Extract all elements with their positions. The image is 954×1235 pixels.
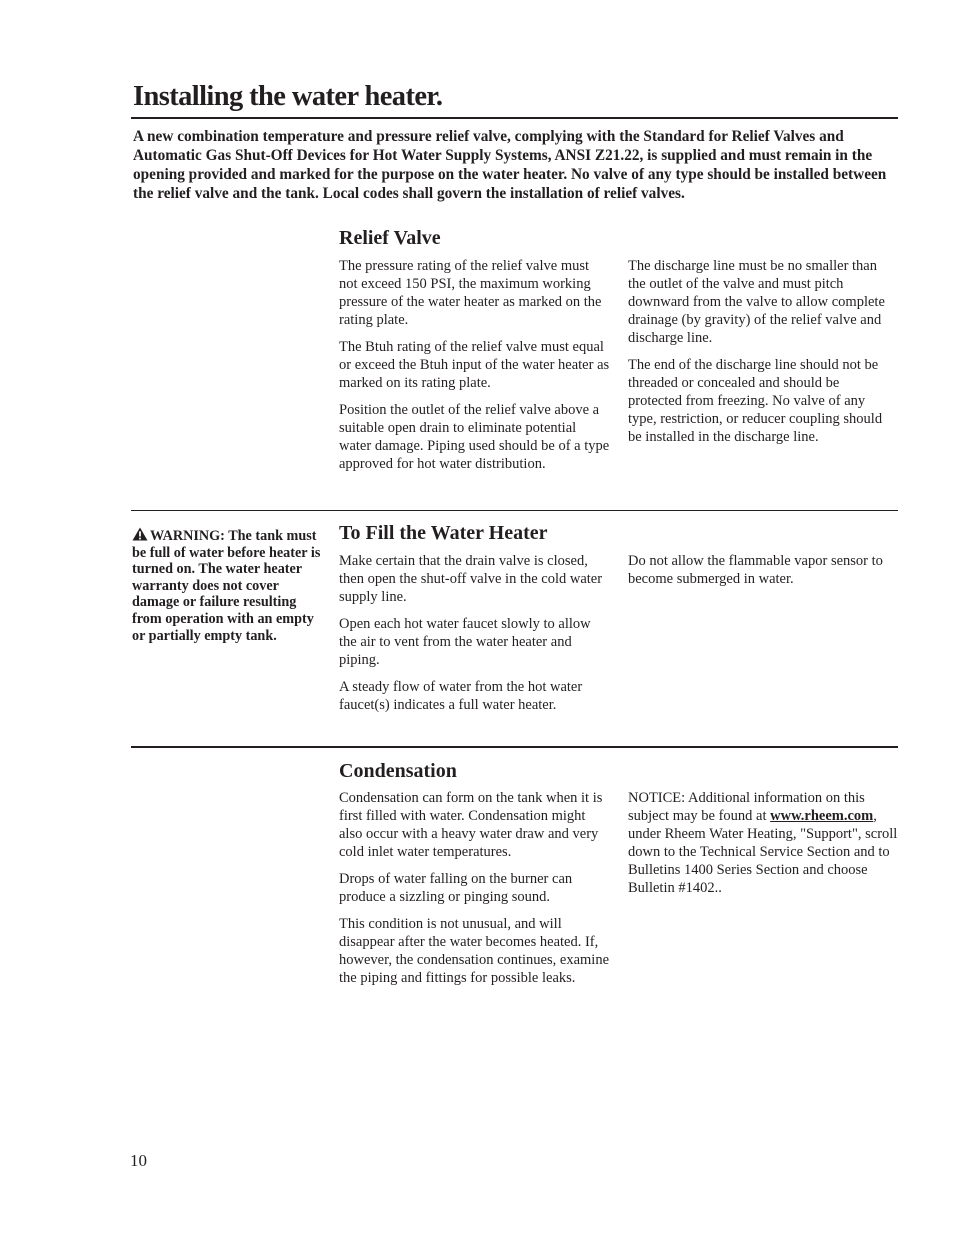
page-number: 10 bbox=[130, 1151, 147, 1170]
fill-paragraph: Make certain that the drain valve is closed, then open the shut-off valve in the cold water supply line. bbox=[339, 553, 603, 605]
warning-triangle-icon bbox=[132, 527, 148, 541]
section-divider bbox=[131, 746, 898, 748]
fill-paragraph: Do not allow the flammable vapor sensor to become submerged in water. bbox=[628, 553, 883, 587]
warning-note bbox=[132, 527, 322, 644]
fill-heading: To Fill the Water Heater bbox=[339, 522, 548, 544]
rheem-website-link[interactable]: www.rheem.com bbox=[770, 808, 874, 824]
title-rule bbox=[131, 117, 898, 119]
fill-left-column bbox=[339, 552, 611, 723]
condensation-left-column bbox=[339, 789, 611, 996]
fill-right-column bbox=[628, 552, 896, 597]
warning-text: The tank must be full of water before heater is turned on. The water heater warranty does not cover damage or failure resulting from operation with an empty or partially empty tank. bbox=[132, 528, 321, 644]
relief-valve-paragraph: The pressure rating of the relief valve must not exceed 150 PSI, the maximum working pressure of the water heater as marked on the rating plate. bbox=[339, 258, 602, 328]
relief-valve-right-column bbox=[628, 257, 896, 455]
relief-valve-left-column bbox=[339, 257, 611, 482]
condensation-paragraph: Condensation can form on the tank when it is first filled with water. Condensation might also occur with a heavy water draw and very cold inlet water temperatures. bbox=[339, 790, 603, 860]
condensation-paragraph: This condition is not unusual, and will disappear after the water becomes heated. If, however, the condensation continues, examine the piping and fittings for possible leaks. bbox=[339, 916, 609, 986]
relief-valve-paragraph: Position the outlet of the relief valve above a suitable open drain to eliminate potential water damage. Piping used should be of a type approved for hot water distribution. bbox=[339, 402, 610, 472]
relief-valve-paragraph: The discharge line must be no smaller than the outlet of the valve and must pitch downward from the valve to allow complete drainage (by gravity) of the relief valve and discharge line. bbox=[628, 258, 885, 346]
relief-valve-paragraph: The Btuh rating of the relief valve must equal or exceed the Btuh input of the water heater as marked on its rating plate. bbox=[339, 339, 610, 391]
page-title: Installing the water heater. bbox=[133, 81, 443, 112]
relief-valve-heading: Relief Valve bbox=[339, 227, 441, 249]
fill-paragraph: A steady flow of water from the hot water faucet(s) indicates a full water heater. bbox=[339, 679, 583, 713]
condensation-right-column bbox=[628, 789, 904, 906]
fill-paragraph: Open each hot water faucet slowly to allow the air to vent from the water heater and piping. bbox=[339, 616, 591, 668]
intro-paragraph: A new combination temperature and pressure relief valve, complying with the Standard for Relief Valves and Automatic Gas Shut-Off Devices for Hot Water Supply Systems, ANSI Z21.22, is supplied and must remain in the opening provided and marked for the purpose on the water heater. No valve of any type should be installed between the relief valve and the tank. Local codes shall govern the installation of relief valves. bbox=[133, 128, 887, 202]
notice-paragraph bbox=[628, 789, 904, 897]
notice-text: , under Rheem Water Heating, "Support", scroll down to the Technical Service Section and to Bulletins 1400 Series Section and choose Bulletin #1402.. bbox=[628, 808, 898, 896]
condensation-paragraph: Drops of water falling on the burner can produce a sizzling or pinging sound. bbox=[339, 871, 573, 905]
condensation-heading: Condensation bbox=[339, 760, 457, 782]
relief-valve-paragraph: The end of the discharge line should not be threaded or concealed and should be protected from freezing. No valve of any type, restriction, or reducer coupling should be installed in the discharge line. bbox=[628, 357, 883, 445]
warning-label: WARNING: bbox=[150, 528, 225, 544]
section-divider bbox=[131, 510, 898, 511]
notice-text: NOTICE: Additional information on this subject may be found at bbox=[628, 790, 865, 824]
